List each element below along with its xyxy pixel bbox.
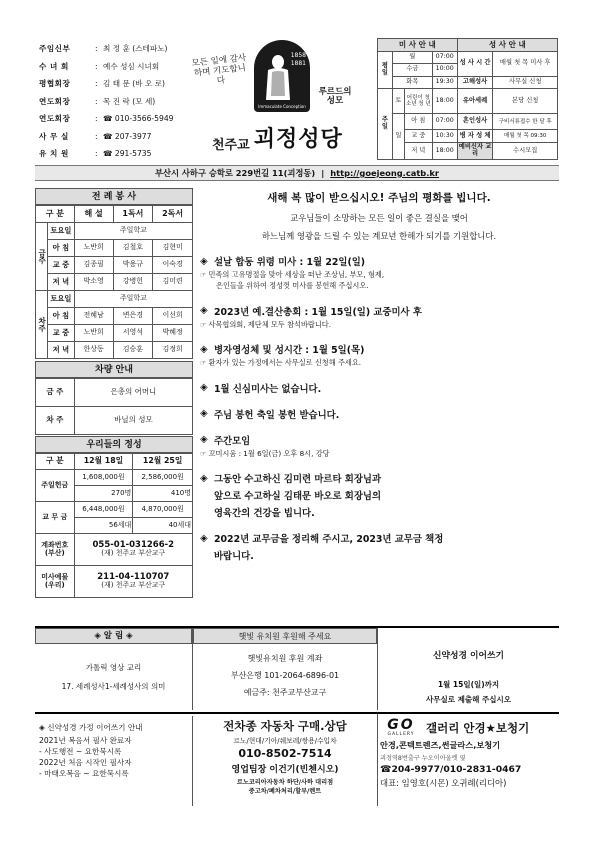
family-line: 2021년 복음서 필사 완료자: [39, 736, 132, 745]
news-item-title-row: [200, 304, 558, 318]
service-header: 2독서: [153, 206, 193, 223]
service-cell: 이숙경: [153, 257, 193, 274]
news-item-detail: [200, 270, 558, 280]
sacrament-name: 예비신자 교리: [457, 142, 493, 159]
info-label: 평협회장: [39, 79, 71, 89]
schedule-table: [377, 38, 558, 160]
news-item-title: 주간모임: [214, 435, 251, 447]
weekday-time: 19:30: [432, 76, 457, 89]
service-role: 저 녁: [47, 342, 74, 359]
info-row: [39, 145, 184, 163]
car-ad: [193, 714, 378, 806]
news-item-detail: [200, 320, 558, 330]
account-label: 계좌번호 (부산): [36, 534, 75, 566]
info-value: 예수 성심 시녀회: [103, 61, 160, 71]
offering-amount: 6,448,000원: [74, 502, 133, 518]
church-logo: [254, 40, 310, 112]
service-group: 차주: [36, 291, 48, 359]
sacrament-name: 성 사 시 간: [457, 51, 493, 76]
account-holder: (재) 천주교 부산교구: [101, 549, 166, 558]
news-item-detail-text: 민족의 고유명절을 맞아 세상을 떠난 조상님, 부모, 형제,: [208, 270, 385, 279]
diamond-bullet-icon: ◈: [200, 472, 208, 484]
pointing-hand-icon: ☞: [200, 359, 209, 368]
sunday-day: 일: [392, 114, 404, 160]
news-item: [200, 407, 558, 421]
diamond-bullet-icon: ◈: [200, 305, 208, 317]
service-cell: 노반희: [74, 325, 113, 342]
account-number: 055-01-031266-2: [92, 539, 175, 550]
news-item-title: 설날 합동 위령 미사 : 1월 22일(일): [214, 257, 366, 268]
greeting-line: 하느님께 영광을 드릴 수 있는 계묘년 한해가 되기를 기원합니다.: [261, 231, 497, 241]
family-title: ◈ 신약성경 가정 이어쓰기 안내: [39, 723, 143, 732]
info-value: ☎ 291-5735: [103, 149, 152, 159]
service-cell: 박혜정: [153, 325, 193, 342]
news-item-continued: 영육간의 건강을 빕니다.: [214, 508, 315, 520]
service-role: 저 녁: [47, 274, 74, 291]
account-holder: (재) 천주교 부산교구: [101, 581, 166, 590]
diamond-bullet-icon: ◈: [200, 255, 208, 267]
service-role: 아 침: [47, 308, 74, 325]
sacrament-value: 사무실 신청: [493, 76, 558, 89]
car-name: 영업팀장 이건기(빈첸시오): [231, 765, 339, 775]
service-role: 아 침: [47, 240, 74, 257]
mass-title: 미 사 안 내: [378, 39, 458, 52]
news-item: [200, 471, 558, 519]
gallery-logo-sub: GALLERY: [387, 732, 415, 737]
service-row: [36, 240, 193, 257]
pointing-hand-icon: ☞: [200, 271, 209, 279]
church-prefix: 천주교: [212, 138, 250, 153]
bible-line: 1월 15일(일)까지: [437, 680, 500, 689]
info-label: 수 녀 회: [39, 61, 69, 71]
sacrament-title: 성 사 안 내: [457, 39, 557, 52]
weekday-time: 07:00: [432, 51, 457, 64]
eye-title: 갤러리 안경★보청기: [426, 720, 530, 735]
sunday-day: 토: [392, 89, 404, 114]
logo-year-bottom: 1881: [290, 60, 306, 67]
sunday-desc: 교 중: [404, 130, 432, 143]
lourdes-label: 루르드의 성모: [318, 87, 352, 107]
info-label: 연도회장: [39, 114, 71, 124]
news-item: [200, 381, 558, 395]
sacrament-value: 수시모집: [493, 142, 558, 159]
news-item: [200, 304, 558, 330]
info-colon: :: [95, 114, 98, 124]
car-sub: 르노/현대/기아/쉐보레/쌍용/수입차: [233, 737, 337, 745]
sunday-time: 07:00: [432, 114, 457, 130]
service-row: [36, 223, 193, 240]
info-colon: :: [95, 131, 98, 141]
vehicle-value: 은총의 어머니: [74, 379, 192, 407]
bible-title: 신약성경 이어쓰기: [432, 651, 505, 661]
service-cell: 변은경: [113, 308, 153, 325]
notice-line: 17. 세례성사1-세례성사의 의미: [61, 682, 166, 691]
news-item-detail-text: 사목협의회, 제단체 모두 참석바랍니다.: [208, 319, 332, 329]
offering-count: 410명: [133, 486, 193, 502]
weekday-day: 수금: [392, 64, 432, 77]
service-cell: 서영석: [113, 325, 153, 342]
sacrament-value: 본당 신청: [493, 89, 558, 114]
news-item: [200, 531, 558, 562]
car-foot: 중고차/폐차처리/할부/렌트: [248, 788, 322, 795]
service-span: 주일학교: [74, 291, 192, 308]
diamond-bullet-icon: ◈: [200, 343, 208, 355]
sunday-time: 18:00: [432, 89, 457, 114]
info-colon: :: [95, 79, 98, 89]
service-span: 주일학교: [74, 223, 192, 240]
news-item-continued: 앞으로 수고하실 김태문 바오로 회장님의: [214, 491, 382, 503]
greeting-line: 교우님들이 소망하는 모든 일이 좋은 결실을 맺어: [290, 213, 468, 223]
sunday-label: 주일: [378, 89, 393, 160]
info-value: 최 정 훈 (스테파노): [103, 44, 168, 54]
vehicle-value: 바닐의 성모: [74, 407, 192, 435]
sacrament-name: 혼인성사: [457, 114, 493, 130]
news-item: [200, 254, 558, 292]
offering-count: 270명: [74, 486, 133, 502]
service-role: 토요일: [47, 291, 74, 308]
service-cell: 박소영: [74, 274, 113, 291]
info-value: 김 태 문 (바 오 로): [103, 79, 166, 89]
weekday-day: 월: [392, 51, 432, 64]
service-cell: 김철호: [113, 240, 153, 257]
info-label: 연도회장: [39, 96, 71, 106]
service-cell: 김미련: [153, 274, 193, 291]
service-cell: 이선희: [153, 308, 193, 325]
service-cell: 김현미: [153, 240, 193, 257]
bible-line: 사무실로 제출해 주십시오: [426, 695, 511, 704]
logo-year-top: 1858: [290, 52, 306, 59]
bible-box: [378, 628, 559, 710]
sacrament-name: 고해성사: [457, 76, 493, 89]
offering-count: 56세대: [74, 518, 133, 534]
service-cell: 김정희: [153, 342, 193, 359]
service-cell: 전혜남: [74, 308, 113, 325]
offering-header: 구 분: [36, 454, 75, 470]
church-title: [212, 122, 382, 153]
service-cell: 한상동: [74, 342, 113, 359]
news-item-title-row: [200, 254, 558, 268]
info-row: [39, 40, 184, 58]
service-group: 금주: [36, 223, 48, 291]
info-label: 주임신부: [39, 44, 71, 54]
info-value: 목 진 락 (모 세): [103, 96, 156, 106]
offering-amount: 1,608,000원: [74, 470, 133, 486]
header-info: [39, 40, 184, 163]
info-row: [39, 110, 184, 128]
family-line: 2022년 처음 시작인 필사자: [39, 758, 132, 767]
service-cell: 강병헌: [113, 274, 153, 291]
service-row: [36, 342, 193, 359]
eye-addr: 괴정역8번출구 누오이아울렛 옆: [380, 755, 466, 762]
news-item-detail: [200, 281, 558, 291]
diamond-bullet-icon: ◈: [200, 532, 208, 544]
info-row: [39, 75, 184, 93]
service-role: 교 중: [47, 325, 74, 342]
sacrament-value: 구비서류접수 한 달 후: [493, 114, 558, 130]
sacrament-value: 매월 첫 목 미사 후: [493, 51, 558, 76]
news-headline: 새해 복 많이 받으십시오! 주님의 평화를 빕니다.: [267, 192, 491, 204]
kindergarten-box: [193, 628, 378, 710]
service-cell: 노반희: [74, 240, 113, 257]
service-cell: 박용규: [113, 257, 153, 274]
info-row: [39, 128, 184, 146]
service-role: 교 중: [47, 257, 74, 274]
notice-box: [35, 628, 193, 710]
news-item-title: 주님 봉헌 축일 봉헌 받습니다.: [214, 409, 340, 421]
weekday-label: 평일: [378, 51, 393, 89]
sacrament-name: 유아세례: [457, 89, 493, 114]
schedule-panel: [377, 38, 558, 160]
news-item-detail: [200, 358, 558, 368]
news-item-title-row: [200, 471, 558, 485]
service-row: [36, 291, 193, 308]
logo-text: Immaculate Conception: [258, 104, 306, 109]
kinder-line: 햇빛유치원 후원 계좌: [247, 654, 323, 663]
family-line: - 사도행전 ~ 요한묵시록: [39, 747, 122, 756]
offering-amount: 2,586,000원: [133, 470, 193, 486]
news-item-title-row: [200, 531, 558, 545]
offering-header: 12월 18일: [74, 454, 133, 470]
sunday-time: 18:00: [432, 142, 457, 159]
news-item-continued: 바랍니다.: [214, 551, 254, 563]
weekday-day: 화목: [392, 76, 432, 89]
info-label: 유 치 원: [39, 149, 69, 159]
eye-rep: 대표: 임영호(시몬) 오귀례(리디아): [380, 778, 507, 788]
news-item-title: 1월 신심미사는 없습니다.: [214, 383, 322, 395]
info-label: 사 무 실: [39, 131, 69, 141]
news-item-detail-text: 꼬미시움 : 1월 6일(금) 오후 8시, 강당: [208, 448, 330, 458]
info-row: [39, 58, 184, 76]
car-title: 전차종 자동차 구매.상담: [223, 719, 347, 733]
info-row: [39, 93, 184, 111]
family-bible-box: [35, 716, 193, 806]
family-line: - 마태오복음 ~ 요한묵시록: [39, 769, 129, 778]
service-header: 해 설: [74, 206, 113, 223]
service-table: [35, 205, 193, 359]
sunday-desc: 어린이 청소년 청 년: [404, 89, 432, 114]
service-row: [36, 274, 193, 291]
service-cell: 김승훈: [113, 342, 153, 359]
diamond-bullet-icon: ◈: [200, 382, 208, 394]
info-value: ☎ 010-3566-5949: [103, 114, 174, 124]
service-cell: 김종필: [74, 257, 113, 274]
address-text: 부산시 사하구 승학로 229번길 11(괴정동): [154, 168, 316, 178]
gallery-logo-mark: GO: [387, 717, 415, 733]
eye-sub: 안경,콘텍트렌즈,썬글라스,보청기: [380, 740, 501, 750]
offering-title: 우리들의 정성: [35, 436, 193, 453]
vehicle-table: [35, 378, 193, 435]
kinder-line: 예금주: 천주교부산교구: [243, 688, 327, 697]
news-item-title-row: [200, 407, 558, 421]
car-phone: 010-8502-7514: [238, 747, 332, 760]
diamond-bullet-icon: ◈: [200, 434, 208, 446]
website-link[interactable]: http://goejeong.catb.kr: [330, 168, 440, 178]
service-row: [36, 257, 193, 274]
diamond-bullet-icon: ◈: [200, 408, 208, 420]
vehicle-label: 금 주: [36, 379, 75, 407]
sacrament-value: 매월 첫 목 09:30: [493, 130, 558, 143]
news-item-title-row: [200, 342, 558, 356]
slogan-text: 모든 일에 감사하며 기도합니다: [191, 53, 247, 87]
vehicle-title: 차량 안내: [35, 361, 193, 378]
news-item-detail: [200, 449, 558, 459]
weekday-time: 10:00: [432, 64, 457, 77]
news-column: [200, 190, 558, 562]
pointing-hand-icon: ☞: [200, 449, 209, 458]
info-colon: :: [95, 61, 98, 71]
account-label: 미사예물 (우리): [36, 566, 75, 598]
service-role: 토요일: [47, 223, 74, 240]
eyewear-ad: [380, 714, 559, 806]
info-colon: :: [95, 96, 98, 106]
kinder-line: 부산은행 101-2064-6896-01: [230, 671, 340, 680]
slogan-calligraphy: [189, 53, 252, 90]
info-colon: :: [95, 44, 98, 54]
notice-line: 가톨릭 영상 교리: [85, 663, 142, 672]
offering-table: [35, 453, 193, 598]
address-bar: 부산시 사하구 승학로 229번길 11(괴정동) | http://goejeong.catb.kr: [35, 165, 559, 181]
news-item-title-row: [200, 381, 558, 395]
service-row: [36, 308, 193, 325]
sunday-desc: 저 녁: [404, 142, 432, 159]
news-item-title: 2023년 예.결산총회 : 1월 15일(일) 교중미사 후: [214, 306, 422, 318]
gallery-logo: [380, 718, 422, 737]
info-value: ☎ 207-3977: [103, 131, 152, 141]
info-colon: :: [95, 149, 98, 159]
offering-count: 40세대: [133, 518, 193, 534]
news-item-title: 병자영성체 및 성시간 : 1월 5일(목): [214, 345, 365, 357]
church-name: 괴정성당: [253, 126, 343, 152]
car-foot: 르노코리아자동차 하단/사하 대리점: [236, 779, 334, 786]
news-item-detail-text: 은인들을 위하여 정성껏 미사를 봉헌해 주십시오.: [216, 281, 369, 291]
service-header: 구 분: [36, 206, 75, 223]
news-item-title-row: [200, 433, 558, 447]
pointing-hand-icon: ☞: [200, 320, 209, 329]
offering-label: 교 무 금: [36, 502, 75, 534]
service-row: [36, 325, 193, 342]
news-item: [200, 342, 558, 368]
sunday-desc: 아 침: [404, 114, 432, 130]
kinder-title: 햇빛 유치원 후원해 주세요: [193, 628, 377, 644]
sunday-time: 10:30: [432, 130, 457, 143]
service-header: 1독서: [113, 206, 153, 223]
service-title: 전 례 봉 사: [35, 188, 193, 205]
offering-header: 12월 25일: [133, 454, 193, 470]
account-number: 211-04-110707: [97, 571, 170, 582]
sacrament-name: 병 자 성 체: [457, 130, 493, 143]
left-column: [35, 188, 193, 598]
news-item: [200, 433, 558, 459]
news-item-title: 2022년 교무금을 정리해 주시고, 2023년 교무금 책정: [214, 534, 444, 546]
eye-phone: ☎204-9977/010-2831-0467: [380, 764, 522, 775]
offering-label: 주일헌금: [36, 470, 75, 502]
vehicle-label: 차 주: [36, 407, 75, 435]
news-item-detail-text: 환자가 있는 가정에서는 사무실로 신청해 주세요.: [208, 358, 362, 368]
news-item-title: 그동안 수고하신 김미련 마르타 회장님과: [214, 474, 382, 486]
mary-figure-icon: [254, 40, 310, 112]
offering-amount: 4,870,000원: [133, 502, 193, 518]
notice-title: ◈ 알 림 ◈: [35, 628, 192, 644]
